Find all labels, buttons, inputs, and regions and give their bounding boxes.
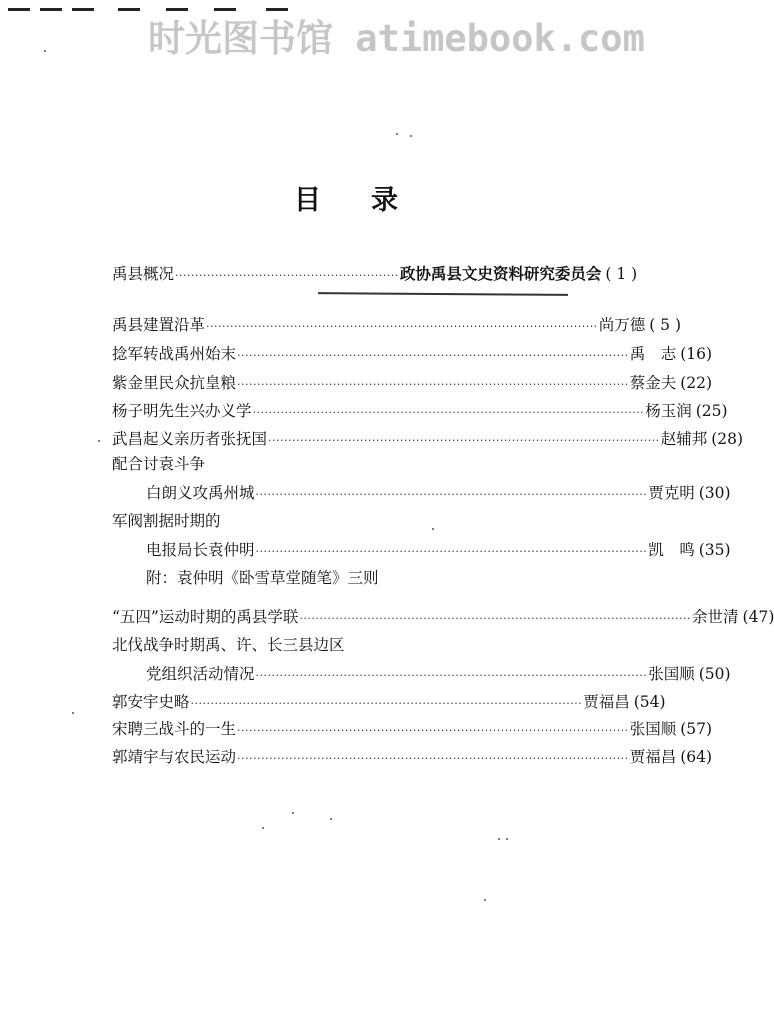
scan-speck [410, 135, 412, 137]
handwritten-underline [318, 292, 568, 296]
toc-entry-title: 紫金里民众抗皇粮 [112, 374, 237, 392]
toc-entry[interactable] [112, 399, 728, 425]
toc-entry-title: 郭安宇史略 [112, 693, 190, 711]
toc-entry-author: 贾福昌 [629, 748, 677, 766]
toc-entry-heading: 军阀割据时期的 [112, 512, 221, 530]
toc-entry-author: 凯 鸣 [648, 541, 695, 559]
scan-speck [44, 50, 46, 52]
toc-entry[interactable] [146, 662, 731, 688]
toc-entry[interactable] [112, 605, 774, 631]
scan-mark [40, 8, 62, 11]
leader-dots: ·································································································· [255, 488, 648, 501]
toc-entry-author: 张国顺 [648, 665, 695, 683]
toc-entry[interactable] [112, 313, 682, 339]
toc-entry-page: (28) [711, 430, 744, 448]
scan-mark [8, 8, 30, 11]
scan-speck [396, 133, 398, 135]
toc-entry-page: (16) [680, 345, 713, 363]
toc-entry-page: ( 1 ) [605, 265, 638, 283]
toc-entry-page: (22) [680, 374, 713, 392]
toc-entry-page: (30) [698, 484, 731, 502]
toc-entry[interactable] [112, 717, 713, 743]
leader-dots: ·································································································· [190, 697, 583, 710]
toc-entry[interactable] [112, 371, 713, 397]
scan-speck [98, 440, 100, 442]
scan-speck [262, 827, 264, 829]
toc-entry-author: 赵辅邦 [660, 430, 708, 448]
scan-speck [498, 838, 500, 840]
toc-entry-page: (64) [680, 748, 713, 766]
toc-entry[interactable] [112, 262, 638, 288]
toc-entry[interactable] [146, 481, 731, 507]
toc-entry-page: ( 5 ) [649, 316, 682, 334]
toc-entry-title: 电报局长袁仲明 [146, 541, 255, 559]
toc-entry-page: (57) [680, 720, 713, 738]
toc-entry-author: 张国顺 [629, 720, 677, 738]
toc-entry-author: 贾克明 [648, 484, 695, 502]
toc-entry-author: 禹 志 [629, 345, 677, 363]
scan-speck [72, 712, 74, 714]
toc-entry-title: 白朗义攻禹州城 [146, 484, 255, 502]
toc-entry-author: 余世清 [692, 608, 739, 626]
leader-dots: ·································································································· [237, 349, 629, 362]
toc-entry-title: 宋聘三战斗的一生 [112, 720, 237, 738]
toc-entry-heading: 北伐战争时期禹、许、长三县边区 [112, 636, 345, 654]
toc-entry[interactable] [112, 427, 744, 453]
scan-speck [292, 812, 294, 814]
toc-entry-title: 郭靖宇与农民运动 [112, 748, 237, 766]
scan-speck [330, 818, 332, 820]
scan-mark [118, 8, 140, 11]
toc-entry-heading: 配合讨袁斗争 [112, 455, 206, 473]
leader-dots: ·································································································· [255, 545, 648, 558]
toc-entry-author: 尚万德 [598, 316, 646, 334]
scan-mark [72, 8, 94, 11]
toc-entry[interactable] [146, 538, 731, 564]
toc-entry-page: (47) [742, 608, 774, 626]
page-title: 目录 [294, 185, 448, 216]
watermark: 时光图书馆 atimebook.com [148, 17, 645, 60]
leader-dots: ·································································································· [237, 378, 629, 391]
toc-entry-author: 杨玉润 [645, 402, 692, 420]
toc-entry-title: 杨子明先生兴办义学 [112, 402, 252, 420]
leader-dots: ·································································································· [299, 612, 692, 625]
toc-entry-title: 禹县建置沿革 [112, 316, 206, 334]
toc-entry-title: 武昌起义亲历者张抚国 [112, 430, 268, 448]
toc-entry[interactable] [112, 342, 713, 368]
toc-entry-page: (54) [633, 693, 666, 711]
toc-entry[interactable] [112, 690, 666, 716]
leader-dots: ·································································································· [252, 406, 645, 419]
scan-speck [432, 528, 434, 530]
toc-entry-author: 蔡金夫 [629, 374, 677, 392]
leader-dots: ························································ [175, 269, 399, 282]
leader-dots: ·································································································· [237, 724, 629, 737]
leader-dots: ·································································································· [268, 434, 660, 447]
toc-entry-author: 政协禹县文史资料研究委员会 [399, 264, 602, 283]
toc-entry-page: (25) [695, 402, 728, 420]
toc-entry-title: 捻军转战禹州始末 [112, 345, 237, 363]
scan-speck [506, 838, 508, 840]
toc-entry[interactable] [112, 745, 713, 771]
toc-entry-title: 禹县概况 [112, 265, 175, 283]
toc-entry-note: 附：袁仲明《卧雪草堂随笔》三则 [146, 569, 379, 587]
leader-dots: ·································································································· [237, 752, 629, 765]
toc-entry-title: 党组织活动情况 [146, 665, 255, 683]
toc-entry-title: “五四”运动时期的禹县学联 [112, 608, 299, 626]
toc-entry-page: (50) [698, 665, 731, 683]
scan-speck [484, 899, 486, 901]
leader-dots: ·································································································· [206, 320, 598, 333]
toc-entry-author: 贾福昌 [583, 693, 630, 711]
toc-entry-page: (35) [698, 541, 731, 559]
leader-dots: ·································································································· [255, 669, 648, 682]
